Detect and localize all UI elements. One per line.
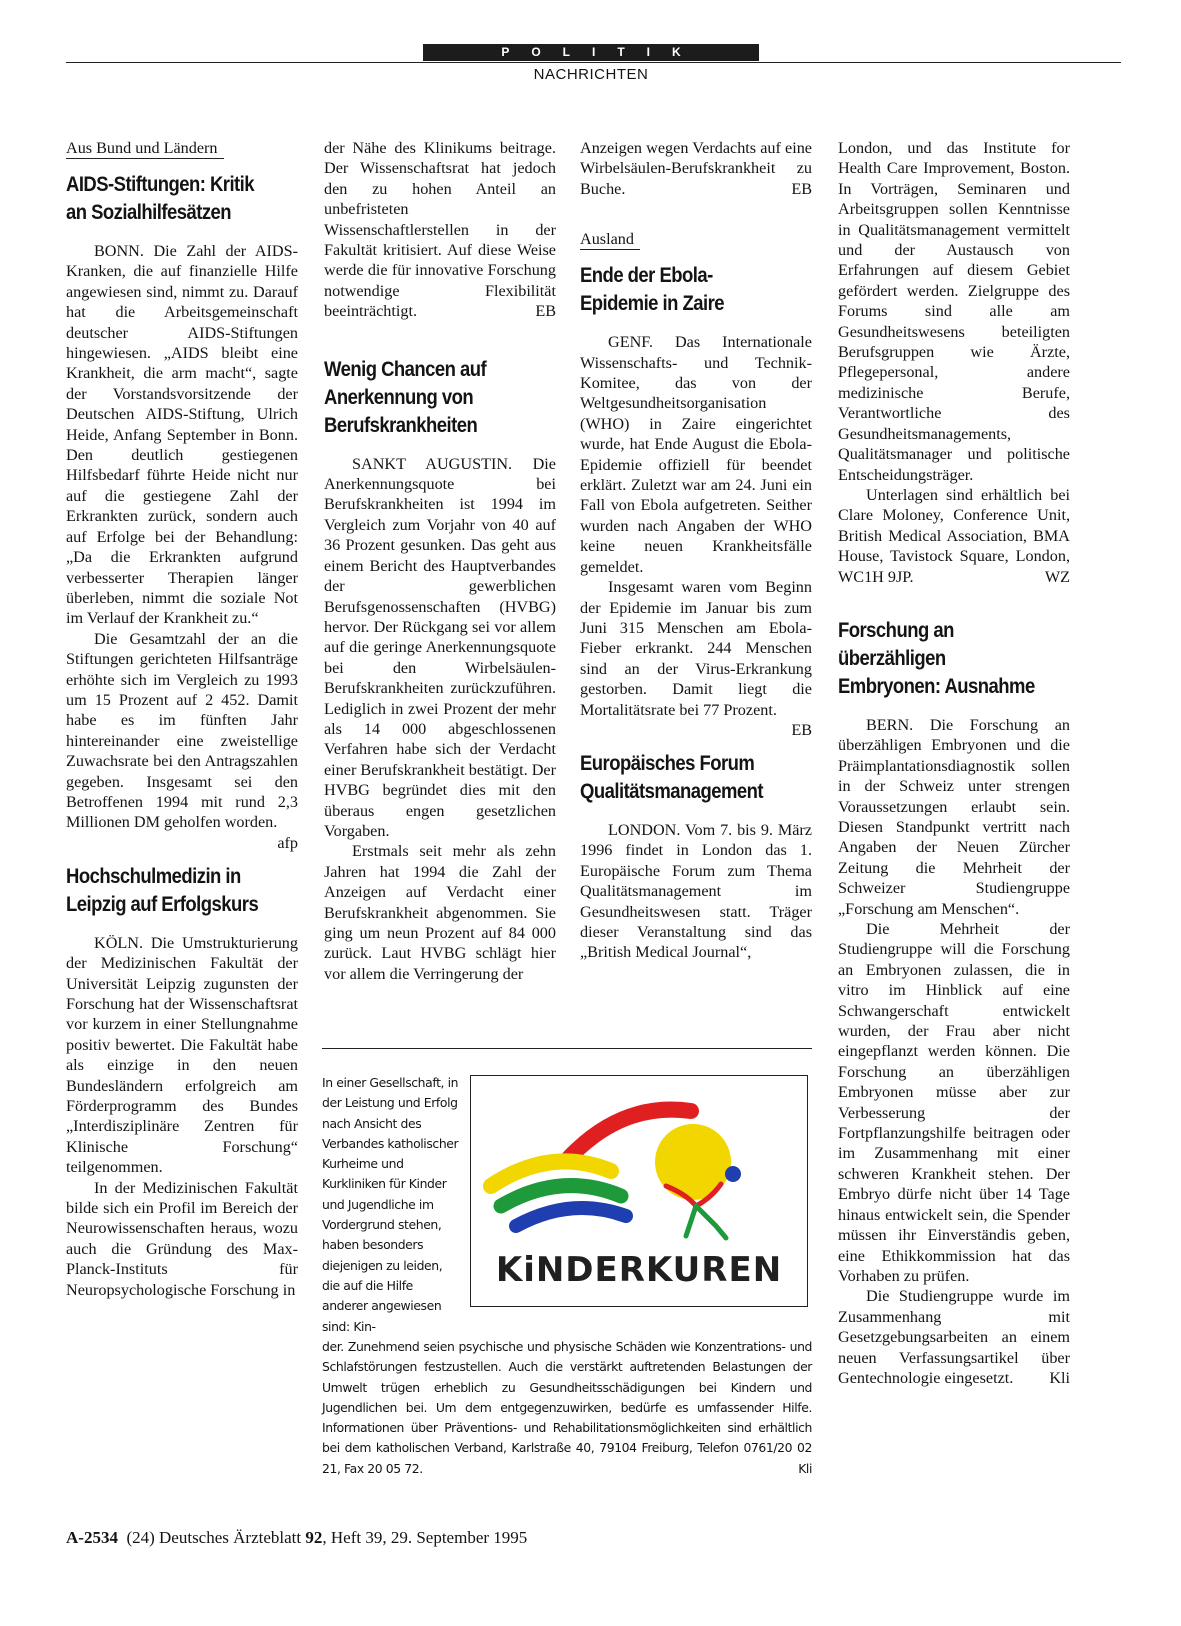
rubric-bund-laender: Aus Bund und Ländern xyxy=(66,139,224,159)
author-signature: EB xyxy=(791,179,812,198)
page-number: A-2534 xyxy=(66,1528,118,1547)
article-paragraph: In der Medizinischen Fakultät bilde sich ein Profil im Bereich der Neurowissenschaften heraus, wozu auch die Gründung des Max-Planck-Instituts für Neuropsychologische Forschung in xyxy=(66,1178,298,1299)
headline-europaeisches-forum: Europäisches Forum Qualitätsmanagement xyxy=(580,751,764,803)
logo-figure-head xyxy=(725,1166,741,1182)
page-footer xyxy=(66,1528,527,1548)
article-paragraph: BONN. Die Zahl der AIDS-Kranken, die auf finanzielle Hilfe angewiesen sind, nimmt zu. Darauf hat die Arbeitsgemeinschaft deutscher AIDS-Stiftungen hingewiesen. „AIDS bleibt eine Krankheit, die arm macht“, sagte der Vorstandsvorsitzende der Deutschen AIDS-Stiftung, Ulrich Heide, Anfang September in Bonn. Den deutlich gestiegenen Hilfsbedarf führte Heide nicht nur auf die gestiegene Zahl der Erkrankten zurück, sondern auch auf Erfolge bei der Behandlung: „Da die Erkrankten aufgrund verbesserter Therapien länger überleben, nimmt die soziale Not im Verlauf der Krankheit zu.“ xyxy=(66,242,298,628)
column-1 xyxy=(66,138,298,1300)
headline-berufskrankheiten: Wenig Chancen auf Anerkennung von Berufskrankheiten xyxy=(324,357,487,437)
box-text-side: In einer Gesellschaft, in der Leistung und Erfolg nach Ansicht des Verbandes katholischer Kurheime und Kurkliniken für Kinder und Jugendliche im Vordergrund stehen, haben besonders diejenigen zu leiden, die auf die Hilfe anderer angewiesen sind: Kin- xyxy=(322,1075,459,1334)
author-signature: EB xyxy=(535,302,556,321)
author-signature: afp xyxy=(277,833,298,852)
kinderkuren-logo-graphic xyxy=(471,1076,807,1306)
headline-aids-stiftungen: AIDS-Stiftungen: Kritik an Sozialhilfesätzen xyxy=(66,173,255,224)
issue-date: , Heft 39, 29. September 1995 xyxy=(322,1528,528,1547)
article-paragraph: Anzeigen wegen Verdachts auf eine Wirbelsäulen-Berufskrankheit zu Buche. EB xyxy=(580,139,812,198)
rubric-ausland: Ausland xyxy=(580,230,640,250)
headline-ebola: Ende der Ebola- Epidemie in Zaire xyxy=(580,264,725,316)
article-paragraph: BERN. Die Forschung an überzähligen Embryonen und die Präimplantationsdiagnostik sollen in der Schweiz unter strengen Voraussetzungen erlaubt sein. Diesen Standpunkt vertritt nach Angaben der Neuen Zürcher Zeitung die Mehrheit der Schweizer Studiengruppe „Forschung am Menschen“. xyxy=(838,715,1070,918)
article-paragraph: der Nähe des Klinikums beitrage. Der Wissenschaftsrat hat jedoch den zu hohen Anteil an unbefristeten Wissenschaftlerstellen in der Fakultät kritisiert. Auf diese Weise werde die für innovative Forschung notwendige Flexibilität beeinträchtigt. EB xyxy=(324,139,556,321)
article-paragraph: Die Mehrheit der Studiengruppe will die Forschung an Embryonen zulassen, die in vitro im Hinblick auf eine Schwangerschaft entwickelt wurden, der Frau aber nicht eingepflanzt werden können. Die Forschung an überzähligen Embryonen müsse aber zur Verbesserung der Fortpflanzungshilfe beitragen oder im Zusammenhang mit einer schweren Krankheit stehen. Der Embryo dürfe nicht über 14 Tage hinaus entwickelt sein, die Spender müssen ihr Einverständis geben, eine Ethikkommission hat das Vorhaben zu prüfen. xyxy=(838,920,1070,1285)
column-2 xyxy=(324,138,556,984)
logo-figure-legs xyxy=(686,1206,726,1238)
article-paragraph: Erstmals seit mehr als zehn Jahren hat 1994 die Zahl der Anzeigen auf Verdacht einer Berufskrankheit abgenommen. Sie ging um neun Prozent auf 84 000 zurück. Laut HVBG schlägt hier vor allem die Verringerung der xyxy=(324,842,556,983)
kinderkuren-logo xyxy=(470,1075,808,1307)
article-paragraph: Die Gesamtzahl der an die Stiftungen gerichteten Hilfsanträge erhöhte sich im Vergleich zu 1993 um 15 Prozent auf 2 452. Damit habe es im fünften Jahr hintereinander eine zweistellige Zuwachsrate bei den Antragszahlen gegeben. Insgesamt sei den Betroffenen 1994 mit rund 2,3 Millionen DM geholfen worden. afp xyxy=(66,629,298,852)
author-signature: Kli xyxy=(1049,1368,1070,1387)
section-header: POLITIK xyxy=(423,44,759,61)
headline-hochschulmedizin: Hochschulmedizin in Leipzig auf Erfolgskurs xyxy=(66,864,259,916)
article-paragraph: SANKT AUGUSTIN. Die Anerkennungsquote bei Berufskrankheiten ist 1994 im Vergleich zum Vorjahr von 40 auf 36 Prozent gesunken. Das geht aus einem Bericht des Hauptverbandes der gewerblichen Berufsgenossenschaften (HVBG) hervor. Der Rückgang sei vor allem auf die geringe Anerkennungsquote bei den Wirbelsäulen-Berufskrankheiten zurückzuführen. Lediglich in zwei Prozent der mehr als 14 000 abgeschlossenen Verfahren habe sich der Verdacht einer Berufskrankheit bestätigt. Der HVBG begründet dies mit den überaus engen gesetzlichen Vorgaben. xyxy=(324,454,556,840)
section-subheader: NACHRICHTEN xyxy=(533,66,649,83)
article-paragraph: Unterlagen sind erhältlich bei Clare Moloney, Conference Unit, British Medical Association, BMA House, Tavistock Square, London, WC1H 9JP. WZ xyxy=(838,485,1070,586)
journal-name: (24) Deutsches Ärzteblatt xyxy=(126,1528,302,1547)
headline-embryonen: Forschung an überzähligen Embryonen: Ausnahme xyxy=(838,618,1035,698)
article-paragraph: Insgesamt waren vom Beginn der Epidemie im Januar bis zum Juni 315 Menschen am Ebola-Fieber erkrankt. 244 Menschen sind an der Virus-Erkrankung gestorben. Damit liegt die Mortalitätsrate bei 77 Prozent. EB xyxy=(580,578,812,739)
header-rule xyxy=(66,62,1121,63)
article-paragraph: GENF. Das Internationale Wissenschafts- und Technik-Komitee, das von der Weltgesundheitsorganisation (WHO) in Zaire eingerichtet wurde, hat Ende August die Ebola-Epidemie offiziell für beendet erklärt. Zuletzt war am 24. Juni ein Fall von Ebola aufgetreten. Seither wurden nach Angaben der WHO keine neuen Krankheitsfälle gemeldet. xyxy=(580,333,812,576)
author-signature: WZ xyxy=(1044,567,1070,586)
article-paragraph: Die Studiengruppe wurde im Zusammenhang mit Gesetzgebungsarbeiten an einem neuen Verfassungsartikel über Gentechnologie eingesetzt. Kli xyxy=(838,1287,1070,1387)
journal-volume: 92 xyxy=(305,1528,323,1547)
column-4 xyxy=(838,138,1070,1388)
box-text-bottom: der. Zunehmend seien psychische und physische Schäden wie Konzentrations- und Schlafstörungen festzustellen. Auch die verstärkt auftretenden Belastungen der Umwelt trügen erheblich zu Gesundheitsschädigungen bei Kindern und Jugendlichen bei. Um dem entgegenzuwirken, bedürfe es umfassender Hilfe. Informationen über Präventions- und Rehabilitationsmöglichkeiten sind erhältlich bei dem katholischen Verband, Karlstraße 40, 79104 Freiburg, Telefon 0761/20 02 21, Fax 20 05 72. Kli xyxy=(322,1337,812,1479)
column-3 xyxy=(580,138,812,963)
box-top-rule xyxy=(322,1048,812,1049)
logo-arc-blue xyxy=(516,1208,626,1226)
author-signature: Kli xyxy=(798,1460,812,1476)
article-paragraph: LONDON. Vom 7. bis 9. März 1996 findet in London das 1. Europäische Forum zum Thema Qualitätsmanagement im Gesundheitswesen statt. Träger dieser Veranstaltung sind das „British Medical Journal“, xyxy=(580,820,812,962)
logo-wordmark: KiNDERKUREN xyxy=(495,1250,783,1290)
article-paragraph: London, und das Institute for Health Care Improvement, Boston. In Vorträgen, Seminaren und Arbeitsgruppen sollen Kenntnisse in Qualitätsmanagement vermittelt und der Austausch von Erfahrungen auf diesem Gebiet gefördert werden. Zielgruppe des Forums sind alle am Gesundheitswesens beteiligten Berufsgruppen wie Ärzte, Pflegepersonal, andere medizinische Berufe, Verantwortliche des Gesundheitsmanagements, Qualitätsmanager und politische Entscheidungsträger. xyxy=(838,139,1070,484)
author-signature: EB xyxy=(791,720,812,739)
article-paragraph: KÖLN. Die Umstrukturierung der Medizinischen Fakultät der Universität Leipzig zugunsten der Forschung hat der Wissenschaftsrat vor kurzem in einer Stellungnahme positiv bewertet. Die Fakultät habe als einzige in den neuen Bundesländern erfolgreich am Förderprogramm des Bundes „Interdisziplinäre Zentren für Klinische Forschung“ teilgenommen. xyxy=(66,933,298,1177)
